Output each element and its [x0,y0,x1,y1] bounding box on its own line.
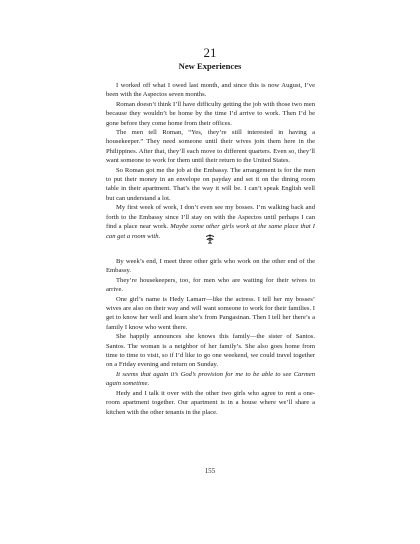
paragraph-text: So Roman got me the job at the Embassy. The arrangement is for the men to put their money in an envelope on payday and set it on the dining room table in their apartment. That’s the way it will be. I can’t speak English well but can understand a lot. [106,166,315,202]
section-one [106,81,315,241]
paragraph [106,370,315,389]
italic-thought: Maybe some other girls work at the same place that I can get a room with. [106,223,315,240]
paragraph-text: I worked off what I owed last month, and since this is now August, I’ve been with the Aspectos seven months. [106,82,315,99]
section-two [106,257,315,417]
fleuron-ornament-icon [204,233,216,245]
chapter-title: New Experiences [178,61,242,71]
paragraph-text: Hedy and I talk it over with the other two girls who agree to rent a one-room apartment together. Our apartment is in a house where we’ll share a kitchen with the other tenants in the place. [106,389,315,416]
paragraph [106,276,315,295]
paragraph [106,332,315,370]
paragraph [106,295,315,333]
paragraph-text: The men tell Roman, “Yes, they’re still interested in having a housekeeper.” They need someone until their wives join them here in the Philippines. After that, they’ll each move to different quarters. Even so, they’ll want someone to work for them until their return to the United States. [106,129,315,165]
paragraph [106,100,315,128]
paragraph-text: Roman doesn’t think I’ll have difficulty getting the job with those two men because they wouldn’t be home by the time I’d arrive to work. Then I’d be gone before they come home from their offices. [106,100,315,127]
paragraph [106,389,315,417]
paragraph-text: She happily announces she knows this family—the sister of Santos. Santos. The woman is a neighbor of her family’s. She also goes home from time to time to visit, so if I’d like to go one weekend, we could travel together on a Friday evening and return on Sunday. [106,333,315,369]
paragraph-text: By week’s end, I meet three other girls who work on the other end of the Embassy. [106,258,315,275]
paragraph-text: My first week of work, I don’t even see my bosses. I’m walking back and forth to the Embassy since I’ll stay on with the Aspectos until perhaps I can find a place near work. [106,204,315,231]
paragraph [106,128,315,166]
paragraph [106,257,315,276]
italic-thought: It seems that again it’s God’s provision for me to be able to see Carmen again sometime. [106,370,315,388]
paragraph-text: One girl’s name is Hedy Lamarr—like the actress. I tell her my bosses’ wives are also on their way and will want someone to work for their families. I get to know her well and learn she’s from Pangasinan. Then I tell her there’s a family I know who went there. [106,295,315,331]
section-separator [0,232,420,246]
page-number: 155 [204,468,216,475]
paragraph [106,166,315,204]
chapter-number: 21 [203,45,217,60]
paragraph [106,81,315,100]
paragraph-text: They’re housekeepers, too, for men who are waiting for their wives to arrive. [106,276,315,294]
